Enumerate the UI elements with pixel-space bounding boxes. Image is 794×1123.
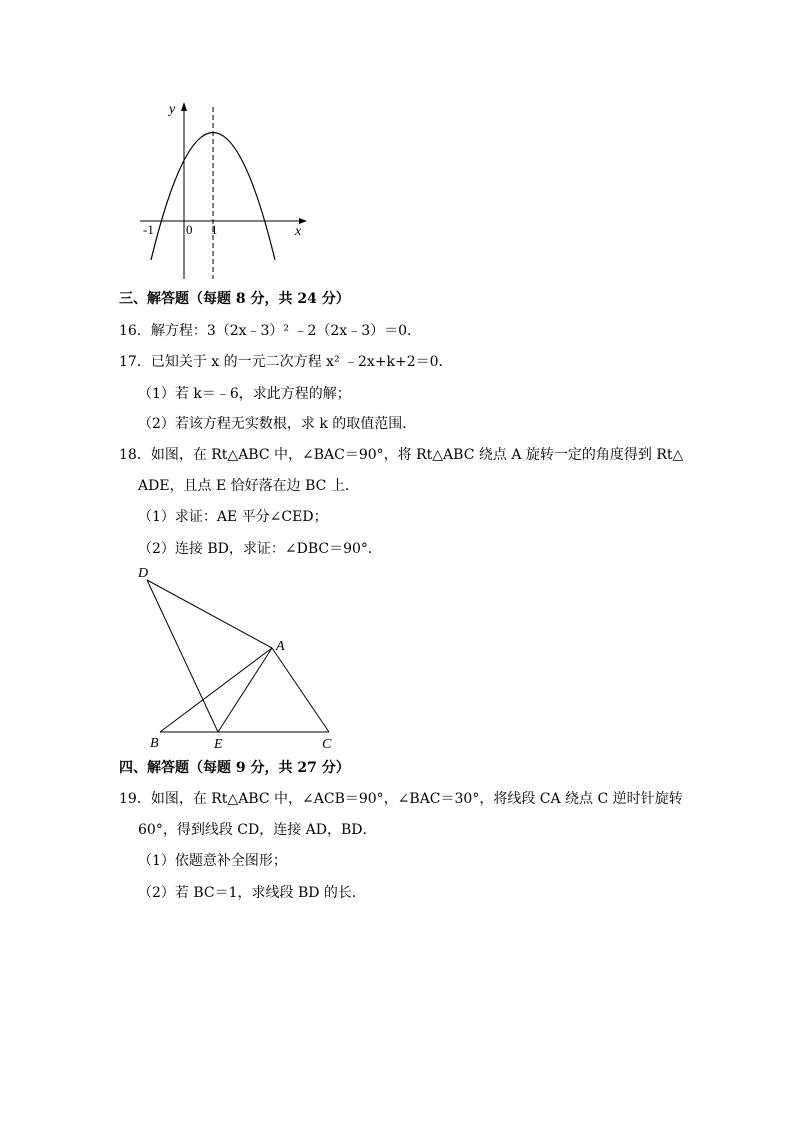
tick-label-neg1: -1 [143, 222, 154, 237]
point-label-E: E [214, 737, 223, 752]
y-axis-label: y [169, 102, 176, 117]
q19-line1: 19．如图，在 Rt△ABC 中，∠ACB＝90°，∠BAC＝30°，将线段 CA 绕点 C 逆时针旋转 [119, 791, 683, 807]
segment-AE [218, 648, 272, 732]
q16-text: 16．解方程：3（2x﹣3）² ﹣2（2x﹣3）＝0． [119, 323, 422, 339]
q18-part2: （2）连接 BD，求证：∠DBC＝90°． [138, 541, 382, 557]
y-axis-arrow [181, 102, 187, 111]
point-label-A: A [276, 639, 285, 654]
segment-DA [147, 580, 272, 648]
triangle-figure [130, 560, 350, 760]
parabola-graph [135, 95, 315, 285]
point-label-B: B [150, 736, 159, 751]
segment-AC [272, 648, 329, 732]
q17-text: 17．已知关于 x 的一元二次方程 x² ﹣2x+k+2＝0． [119, 354, 453, 370]
q18-line2: ADE，且点 E 恰好落在边 BC 上． [138, 478, 359, 494]
q17-part1: （1）若 k＝﹣6，求此方程的解； [138, 386, 351, 402]
q19-line2: 60°，得到线段 CD，连接 AD，BD． [138, 822, 377, 838]
segment-AB [160, 648, 272, 732]
section4-heading: 四、解答题（每题 9 分，共 27 分） [119, 760, 350, 776]
q18-line1: 18．如图，在 Rt△ABC 中，∠BAC＝90°，将 Rt△ABC 绕点 A 旋转一定的角度得到 Rt△ [119, 447, 684, 463]
tick-label-1: 1 [211, 222, 218, 237]
point-label-C: C [322, 737, 332, 752]
q17-part2: （2）若该方程无实数根，求 k 的取值范围． [138, 416, 417, 432]
point-label-D: D [138, 566, 149, 581]
q19-part2: （2）若 BC＝1，求线段 BD 的长． [138, 885, 366, 901]
x-axis-label: x [295, 224, 302, 239]
q18-part1: （1）求证：AE 平分∠CED； [138, 509, 328, 525]
section3-heading: 三、解答题（每题 8 分，共 24 分） [119, 291, 350, 307]
tick-label-0: 0 [186, 222, 193, 237]
segment-DE [147, 580, 218, 732]
q19-part1: （1）依题意补全图形； [138, 853, 287, 869]
